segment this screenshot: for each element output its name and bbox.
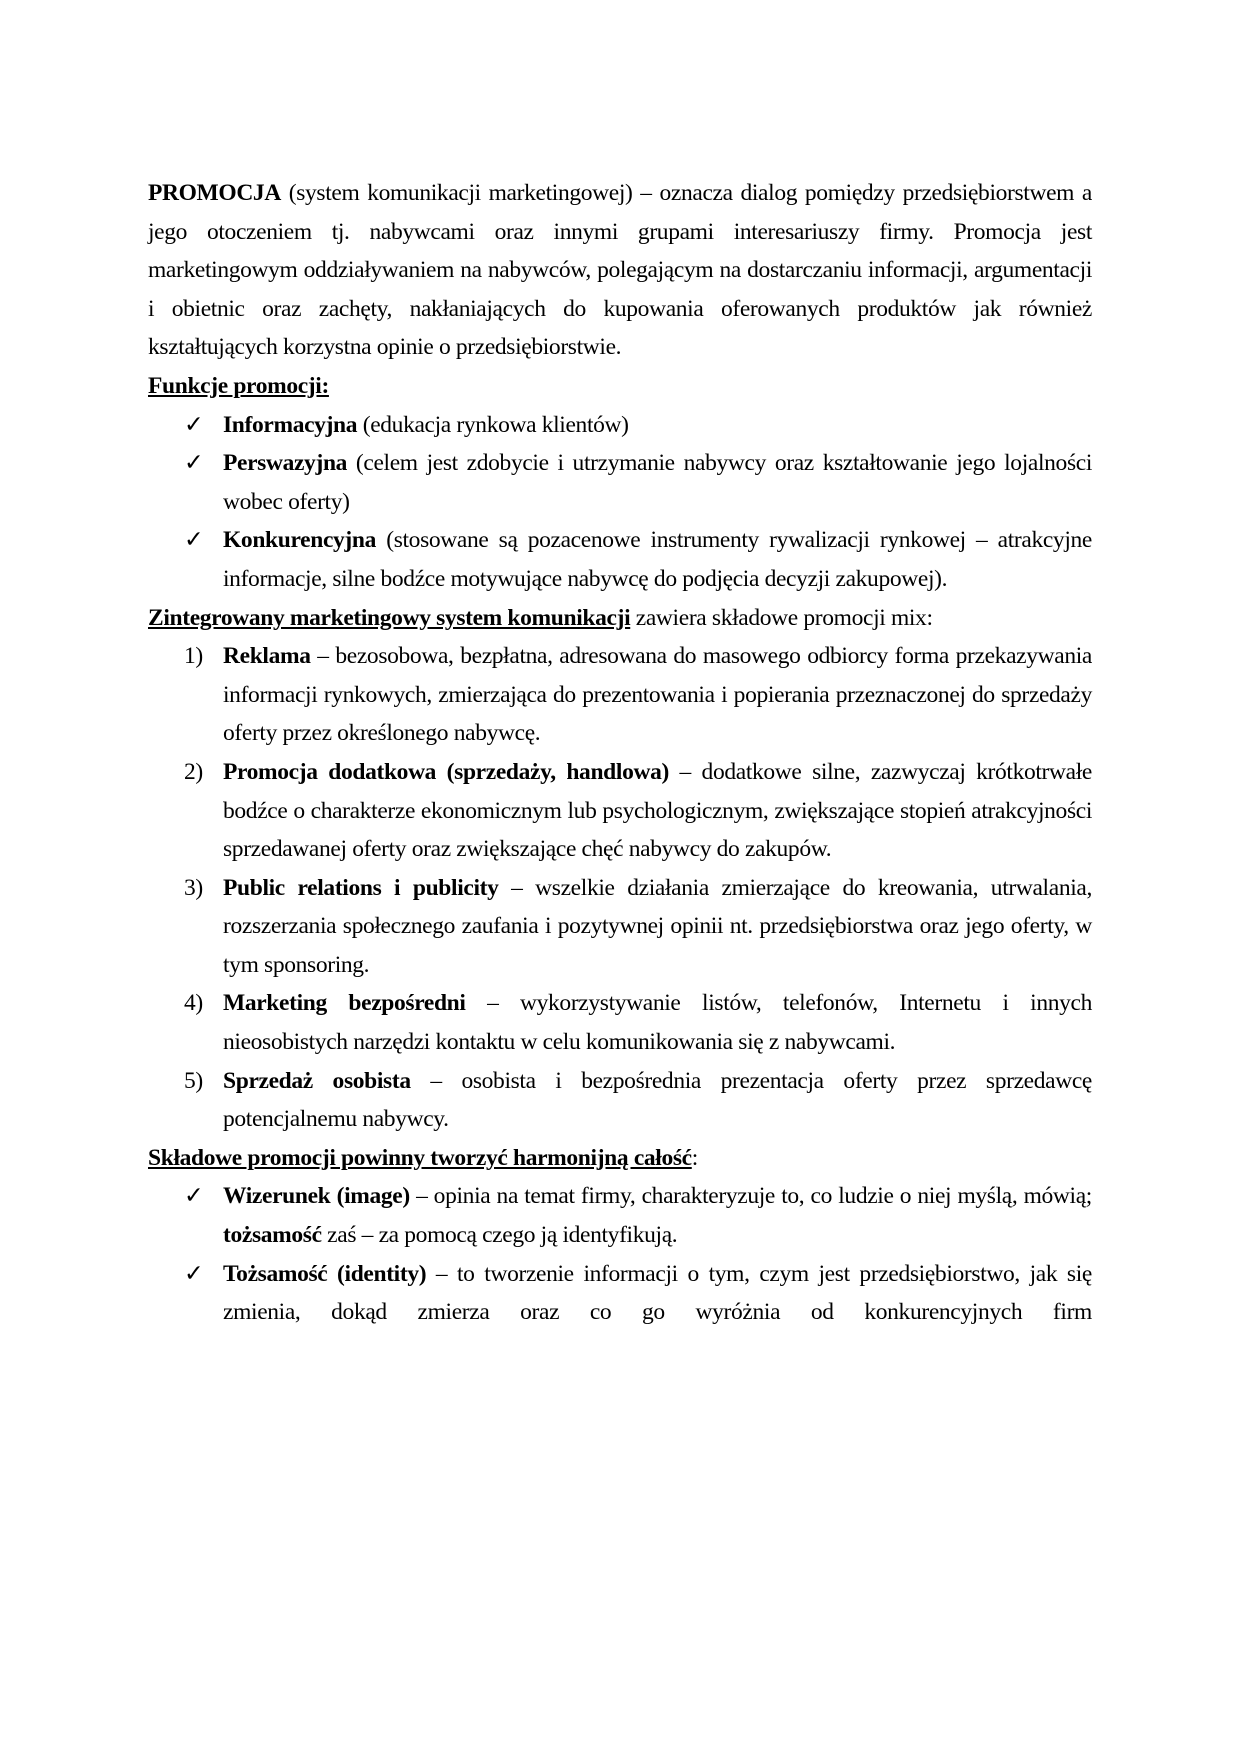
list-item: ✓ Informacyjna (edukacja rynkowa klientów)	[148, 406, 1092, 445]
list-item: 1) Reklama – bezosobowa, bezpłatna, adresowana do masowego odbiorcy forma przekazywania informacji rynkowych, zmierzająca do prezentowania i popierania przeznaczonej do sprzedaży oferty przez określonego nabywcę.	[148, 637, 1092, 753]
list-item: 3) Public relations i publicity – wszelkie działania zmierzające do kreowania, utrwalania, rozszerzania społecznego zaufania i pozytywnej opinii nt. przedsiębiorstwa oraz jego oferty, w tym sponsoring.	[148, 869, 1092, 985]
check-icon: ✓	[184, 411, 204, 438]
intro-paragraph: PROMOCJA (system komunikacji marketingowej) – oznacza dialog pomiędzy przedsiębiorstwem a jego otoczeniem tj. nabywcami oraz innymi grupami interesariuszy firmy. Promocja jest marketingowym oddziaływaniem na nabywców, polegającym na dostarczaniu informacji, argumentacji i obietnic oraz zachęty, nakłaniających do kupowania oferowanych produktów jak również kształtujących korzystna opinie o przedsiębiorstwie.	[148, 180, 1092, 361]
list-item: ✓ Wizerunek (image) – opinia na temat firmy, charakteryzuje to, co ludzie o niej myślą, mówią; tożsamość zaś – za pomocą czego ją identyfikują.	[148, 1177, 1092, 1254]
components-heading: Składowe promocji powinny tworzyć harmonijną całość:	[148, 1144, 698, 1171]
mix-heading: Zintegrowany marketingowy system komunikacji zawiera składowe promocji mix:	[148, 604, 933, 631]
list-item: ✓ Tożsamość (identity) – to tworzenie informacji o tym, czym jest przedsiębiorstwo, jak się zmienia, dokąd zmierza oraz co go wyróżnia od konkurencyjnych firm	[148, 1255, 1092, 1332]
list-item: ✓ Konkurencyjna (stosowane są pozacenowe instrumenty rywalizacji rynkowej – atrakcyjne informacje, silne bodźce motywujące nabywcę do podjęcia decyzji zakupowej).	[148, 521, 1092, 598]
list-number: 2)	[184, 758, 203, 785]
list-number: 5)	[184, 1067, 203, 1094]
list-item: ✓ Perswazyjna (celem jest zdobycie i utrzymanie nabywcy oraz kształtowanie jego lojalności wobec oferty)	[148, 444, 1092, 521]
check-icon: ✓	[184, 527, 204, 554]
list-item: 2) Promocja dodatkowa (sprzedaży, handlowa) – dodatkowe silne, zazwyczaj krótkotrwałe bodźce o charakterze ekonomicznym lub psychologicznym, zwiększające stopień atrakcyjności sprzedawanej oferty oraz zwiększające chęć nabywcy do zakupów.	[148, 753, 1092, 869]
check-icon: ✓	[184, 450, 204, 477]
intro-term: PROMOCJA	[148, 180, 281, 206]
list-number: 4)	[184, 990, 203, 1017]
list-number: 1)	[184, 643, 203, 670]
list-number: 3)	[184, 874, 203, 901]
document-page	[148, 174, 1092, 1332]
check-icon: ✓	[184, 1260, 204, 1287]
functions-heading: Funkcje promocji:	[148, 372, 329, 399]
check-icon: ✓	[184, 1183, 204, 1210]
list-item: 5) Sprzedaż osobista – osobista i bezpośrednia prezentacja oferty przez sprzedawcę potencjalnemu nabywcy.	[148, 1062, 1092, 1139]
list-item: 4) Marketing bezpośredni – wykorzystywanie listów, telefonów, Internetu i innych nieosobistych narzędzi kontaktu w celu komunikowania się z nabywcami.	[148, 984, 1092, 1061]
